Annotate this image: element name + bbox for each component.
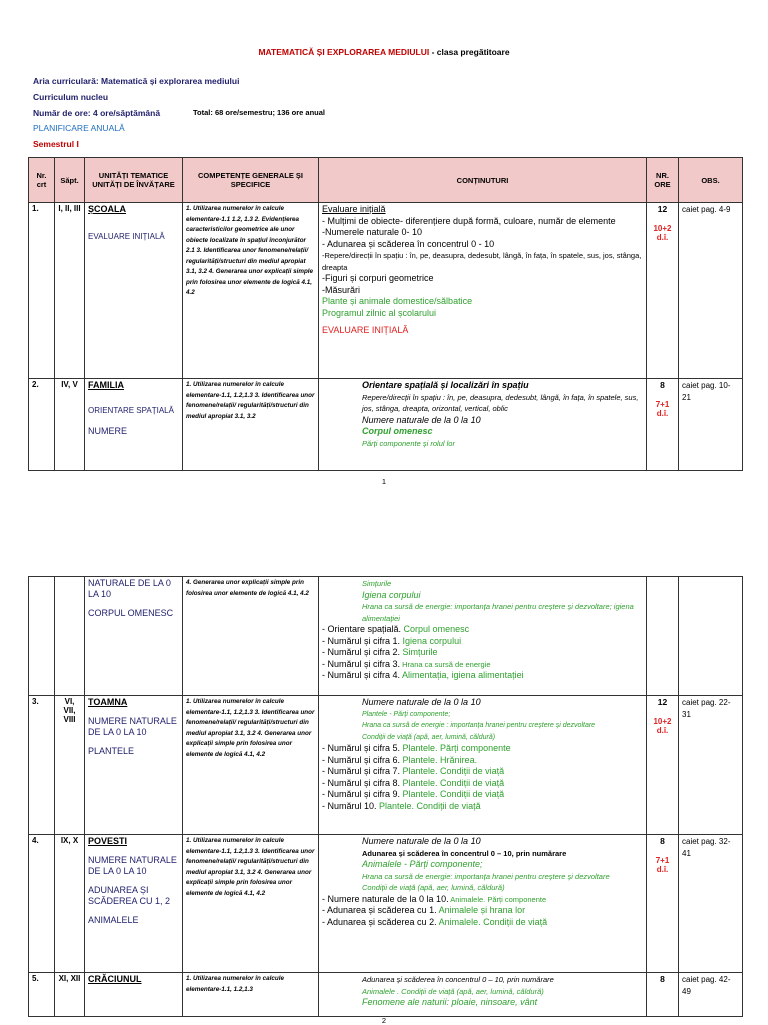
- row-competente: 4. Generarea unor explicații simple prin folosirea unor elemente de logică 4.1, 4.2: [183, 577, 319, 696]
- col-competente: COMPETENȚE GENERALE ȘI SPECIFICE: [183, 158, 319, 203]
- planificare-anuala: PLANIFICARE ANUALĂ: [33, 123, 125, 133]
- col-nr: Nr. crt: [29, 158, 55, 203]
- row-unit: NATURALE DE LA 0 LA 10 CORPUL OMENESC: [85, 577, 183, 696]
- row-ore: 8: [647, 973, 679, 1017]
- table-row: [29, 577, 743, 696]
- table-header-row: [29, 158, 743, 203]
- aria-curriculara: Aria curriculară: Matematică și explorarea mediului: [33, 76, 240, 86]
- row-continuturi: Adunarea și scăderea în concentrul 0 – 10, prin numărare Animalele . Condiții de viață (apă, aer, lumină, căldură) Fenomene ale naturii: ploaie, ninsoare, vânt: [319, 973, 647, 1017]
- row-unit: ȘCOALA EVALUARE INIȚIALĂ: [85, 203, 183, 379]
- page-number: 2: [381, 1016, 387, 1025]
- col-unitati: UNITĂȚI TEMATICE UNITĂȚI DE ÎNVĂȚARE: [85, 158, 183, 203]
- semestru: Semestrul I: [33, 139, 79, 149]
- row-obs: caiet pag. 32-41: [679, 835, 743, 973]
- row-competente: 1. Utilizarea numerelor în calcule elementare-1.1, 1.2,1.3 3. Identificarea unor fenomene/relații/ regularități/structuri din mediul apropiat 3.1, 3.2: [183, 379, 319, 471]
- row-continuturi: Numere naturale de la 0 la 10 Adunarea și scăderea în concentrul 0 – 10, prin numărare Animalele - Părți componente; Hrana ca sursă de energie: importanța hranei pentru creștere și dezvoltare Condiții de viață (apă, aer, lumină, căldură) - Numere naturale de la 0 la 10. Animalele. Părți componente - Adunarea și scăderea cu 1. Animalele și hrana lor - Adunarea și scăderea cu 2. Animalele. Condiții de viață: [319, 835, 647, 973]
- row-continuturi: Simțurile Igiena corpului Hrana ca sursă de energie: importanța hranei pentru creștere și dezvoltare; igiena alimentației - Orientare spațială. Corpul omenesc - Numărul și cifra 1. Igiena corpului - Numărul și cifra 2. Simțurile - Numărul și cifra 3. Hrana ca sursă de energie - Numărul și cifra 4. Alimentația, igiena alimentației: [319, 577, 647, 696]
- row-competente: 1. Utilizarea numerelor în calcule elementare-1.1 1.2, 1.3 2. Evidențierea caracteristicilor geometrice ale unor obiecte localizate în spațiul înconjurător 2.1 3. Identificarea unor fenomene/relații/ regularități/structuri din mediul apropiat 3.1, 3.2 4. Generarea unor explicații simple prin folosirea unor elemente de logică 4.1, 4.2: [183, 203, 319, 379]
- row-obs: caiet pag. 10-21: [679, 379, 743, 471]
- row-unit: FAMILIA ORIENTARE SPAȚIALĂ NUMERE: [85, 379, 183, 471]
- row-competente: 1. Utilizarea numerelor în calcule elementare-1.1, 1.2,1.3: [183, 973, 319, 1017]
- row-competente: 1. Utilizarea numerelor în calcule elementare-1.1, 1.2,1.3 3. Identificarea unor fenomene/relații/ regularități/structuri din mediul apropiat 3.1, 3.2 4. Generarea unor explicații simple prin folosirea unor elemente de logică 4.1, 4.2: [183, 696, 319, 835]
- table-row: [29, 973, 743, 1017]
- curriculum: Curriculum nucleu: [33, 92, 109, 102]
- row-nr: 3.: [29, 696, 55, 835]
- col-nrore: NR. ORE: [647, 158, 679, 203]
- row-unit: POVESTI NUMERE NATURALE DE LA 0 LA 10 ADUNAREA ȘI SCĂDEREA CU 1, 2 ANIMALELE: [85, 835, 183, 973]
- row-nr: 2.: [29, 379, 55, 471]
- page-number: 1: [381, 477, 387, 486]
- row-continuturi: Evaluare inițială - Mulțimi de obiecte- diferențiere după formă, culoare, număr de elemente -Numerele naturale 0- 10 - Adunarea și scăderea în concentrul 0 - 10 -Repere/direcții în spațiu : în, pe, deasupra, dedesubt, lângă, în fața, în spatele, sus, jos, stânga, dreapta -Figuri și corpuri geometrice -Măsurări Plante și animale domestice/sălbatice Programul zilnic al școlarului EVALUARE INIȚIALĂ: [319, 203, 647, 379]
- plan-table-page2: [28, 576, 743, 1017]
- plan-table-page1: [28, 157, 743, 471]
- col-sapt: Săpt.: [55, 158, 85, 203]
- row-nr: 1.: [29, 203, 55, 379]
- numar-ore: Număr de ore: 4 ore/săptămână: [33, 108, 161, 118]
- total-ore: Total: 68 ore/semestru; 136 ore anual: [193, 108, 325, 117]
- row-continuturi: Orientare spațială și localizări în spațiu Repere/direcții în spațiu : în, pe, deasupra, dedesubt, lângă, în fața, în spatele, sus, jos, stânga, dreapta, orizontal, vertical, oblic Numere naturale de la 0 la 10 Corpul omenesc Părți componente și rolul lor: [319, 379, 647, 471]
- row-obs: caiet pag. 42-49: [679, 973, 743, 1017]
- row-sapt: XI, XII: [55, 973, 85, 1017]
- table-row: [29, 696, 743, 835]
- row-obs: caiet pag. 4-9: [679, 203, 743, 379]
- row-sapt: VI, VII, VIII: [55, 696, 85, 835]
- row-ore: 8 7+1 d.î.: [647, 835, 679, 973]
- document-title: MATEMATICĂ ȘI EXPLORAREA MEDIULUI - clasa pregătitoare: [258, 47, 510, 57]
- row-ore: 12 10+2 d.î.: [647, 203, 679, 379]
- col-continuturi: CONȚINUTURI: [319, 158, 647, 203]
- row-nr: 5.: [29, 973, 55, 1017]
- row-unit: TOAMNA NUMERE NATURALE DE LA 0 LA 10 PLANTELE: [85, 696, 183, 835]
- table-row: [29, 379, 743, 471]
- table-row: [29, 835, 743, 973]
- col-obs: OBS.: [679, 158, 743, 203]
- row-nr: 4.: [29, 835, 55, 973]
- table-row: [29, 203, 743, 379]
- row-competente: 1. Utilizarea numerelor în calcule elementare-1.1, 1.2,1.3 3. Identificarea unor fenomene/relații/ regularități/structuri din mediul apropiat 3.1, 3.2 4. Generarea unor explicații simple prin folosirea unor elemente de logică 4.1, 4.2: [183, 835, 319, 973]
- row-ore: 8 7+1 d.î.: [647, 379, 679, 471]
- row-sapt: I, II, III: [55, 203, 85, 379]
- row-obs: caiet pag. 22-31: [679, 696, 743, 835]
- row-unit: CRĂCIUNUL: [85, 973, 183, 1017]
- row-sapt: IV, V: [55, 379, 85, 471]
- row-continuturi: Numere naturale de la 0 la 10 Plantele - Părți componente; Hrana ca sursă de energie : importanța hranei pentru creștere și dezvoltare Condiții de viață (apă, aer, lumină, căldură) - Numărul și cifra 5. Plantele. Părți componente - Numărul și cifra 6. Plantele. Hrănirea. - Numărul și cifra 7. Plantele. Condiții de viață - Numărul și cifra 8. Plantele. Condiții de viață - Numărul și cifra 9. Plantele. Condiții de viață - Numărul 10. Plantele. Condiții de viață: [319, 696, 647, 835]
- row-sapt: IX, X: [55, 835, 85, 973]
- row-ore: 12 10+2 d.î.: [647, 696, 679, 835]
